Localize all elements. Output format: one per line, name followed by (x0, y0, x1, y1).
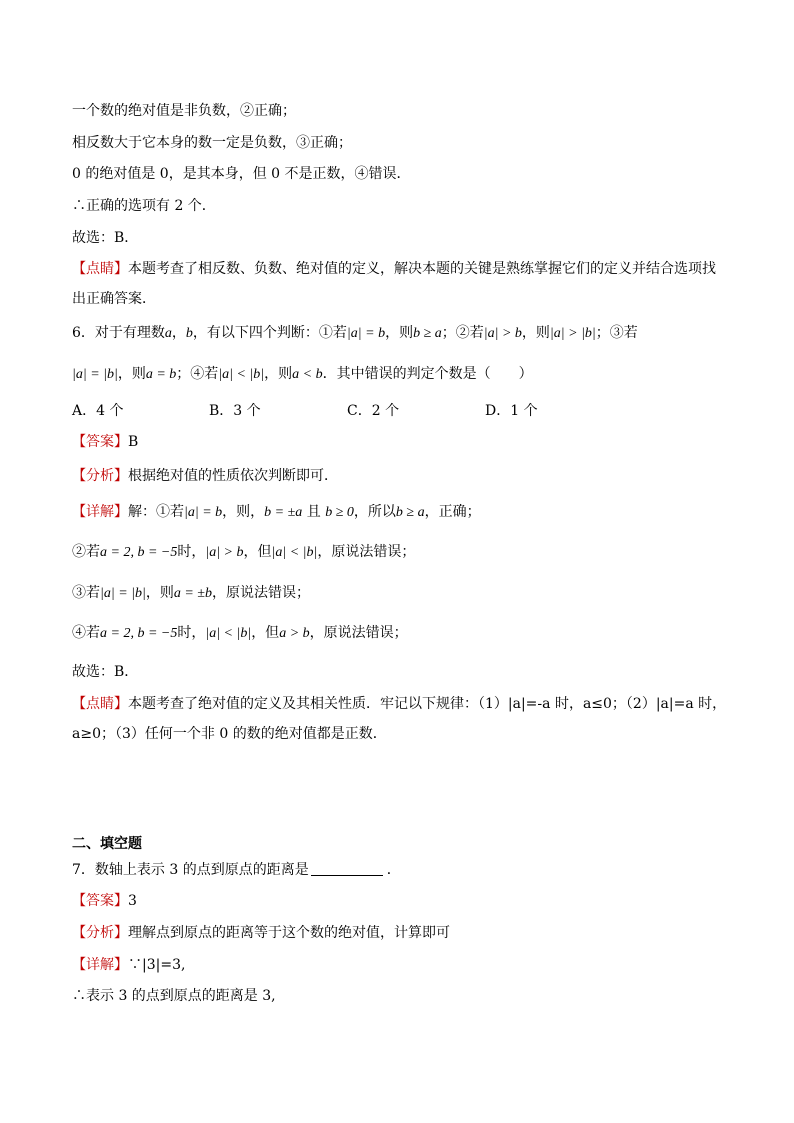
stem-text: ；④若 (176, 366, 219, 382)
q6-stem-line (72, 364, 533, 385)
detail-text: ，但 (251, 625, 280, 641)
stem-text: ，有以下四个判断：①若 (192, 325, 347, 341)
detail-tag: 【详解】 (72, 957, 128, 973)
q6-stem-line (72, 323, 638, 344)
comment-text: 本题考查了绝对值的定义及其相关性质．牢记以下规律：（1）|a|=-a 时，a≤0；（2）|a|=a 时， (128, 696, 727, 712)
q7-detail: ∴表示 3 的点到原点的距离是 3, (72, 988, 276, 1004)
comment-tag: 【点睛】 (72, 261, 128, 277)
option-d: D．1 个 (485, 403, 538, 419)
answer-value: B (128, 434, 139, 450)
math-expr: |a| = |b| (72, 367, 118, 382)
answer-tag: 【答案】 (72, 893, 128, 909)
comment-text: 本题考查了相反数、负数、绝对值的定义，解决本题的关键是熟练掌握它们的定义并结合选项找 (128, 261, 716, 277)
stem-text: 6．对于有理数 (72, 325, 165, 341)
detail-text: 时， (177, 544, 206, 560)
stem-text: ，则 (117, 366, 146, 382)
math-expr: |a| < |b| (271, 545, 318, 560)
math-expr: a > b (279, 626, 310, 641)
answer-value: 3 (128, 893, 137, 909)
section-title: 二、填空题 (72, 836, 142, 852)
analysis-text: 根据绝对值的性质依次判断即可． (128, 468, 338, 484)
math-expr: b = ±a (264, 505, 303, 520)
detail-text: ，则， (222, 504, 265, 520)
q7-answer (72, 891, 137, 911)
detail-text: ，原说法错误； (211, 585, 310, 601)
q7-detail (72, 955, 185, 975)
analysis-text: 理解点到原点的距离等于这个数的绝对值，计算即可 (128, 925, 450, 941)
q5-comment-line: 出正确答案． (72, 291, 156, 307)
math-expr: b ≥ a (413, 326, 442, 341)
detail-tag: 【详解】 (72, 504, 128, 520)
stem-text: ，则 (385, 325, 414, 341)
q6-comment-line (72, 694, 726, 714)
stem-text: ；③若 (595, 325, 638, 341)
stem-text: ，则 (521, 325, 550, 341)
math-expr: b ≥ 0 (325, 505, 354, 520)
stem-text: ， (171, 325, 186, 341)
q6-detail-line (72, 542, 415, 563)
detail-text: ，但 (243, 544, 272, 560)
stem-text: ；②若 (441, 325, 484, 341)
text-line: 0 的绝对值是 0，是其本身，但 0 不是正数，④错误． (72, 166, 411, 182)
stem-text: ． (386, 862, 401, 878)
math-expr: a = 2, b = −5 (100, 626, 178, 641)
detail-text: ，所以 (353, 504, 396, 520)
detail-text: ③若 (72, 585, 100, 601)
detail-text: 时， (177, 625, 206, 641)
q7-stem (72, 860, 401, 880)
math-expr: |a| > |b| (549, 326, 596, 341)
math-expr: a < b (292, 367, 323, 382)
math-expr: b ≥ a (395, 505, 425, 520)
answer-tag: 【答案】 (72, 434, 128, 450)
detail-text: 解：①若 (128, 504, 184, 520)
math-var: b (185, 326, 193, 341)
q6-detail-line (72, 583, 310, 604)
detail-text: ∵|3|=3, (128, 957, 186, 973)
q7-analysis (72, 923, 450, 943)
text-line: 相反数大于它本身的数一定是负数，③正确； (72, 135, 352, 151)
math-expr: |a| > b (205, 545, 244, 560)
detail-text: ②若 (72, 544, 100, 560)
option-c: C．2 个 (347, 403, 400, 419)
stem-text: ，则 (264, 366, 293, 382)
text-line: 一个数的绝对值是非负数，②正确； (72, 103, 296, 119)
comment-tag: 【点睛】 (72, 696, 128, 712)
math-expr: a = b (145, 367, 177, 382)
math-var: a (164, 326, 172, 341)
q6-analysis (72, 466, 338, 486)
q6-detail-line (72, 623, 408, 644)
math-expr: |a| > b (483, 326, 522, 341)
math-expr: a = 2, b = −5 (100, 545, 178, 560)
math-expr: a = ±b (173, 586, 212, 601)
detail-text: ，则 (145, 585, 174, 601)
math-expr: |a| = |b| (100, 586, 146, 601)
q6-detail-line (72, 502, 481, 523)
q6-comment-line: a≥0；（3）任何一个非 0 的数的绝对值都是正数． (72, 726, 387, 742)
math-expr: |a| = b (184, 505, 223, 520)
math-expr: |a| < |b| (205, 626, 252, 641)
detail-text: ，原说法错误； (317, 544, 416, 560)
option-a: A．4 个 (72, 403, 124, 419)
analysis-tag: 【分析】 (72, 925, 128, 941)
analysis-tag: 【分析】 (72, 468, 128, 484)
detail-text: ，正确； (424, 504, 481, 520)
detail-text: ④若 (72, 625, 100, 641)
q5-comment-line (72, 259, 716, 279)
answer-blank (311, 861, 383, 876)
math-expr: |a| < |b| (218, 367, 265, 382)
text-line: ∴正确的选项有 2 个． (72, 198, 216, 214)
detail-text: 且 (302, 504, 326, 520)
math-expr: |a| = b (346, 326, 386, 341)
q6-choose: 故选：B． (72, 664, 139, 680)
stem-text: ．其中错误的判定个数是（ ） (322, 366, 533, 382)
text-line: 故选：B． (72, 230, 139, 246)
stem-text: 7．数轴上表示 3 的点到原点的距离是 (72, 862, 309, 878)
q6-answer (72, 432, 138, 452)
option-b: B．3 个 (209, 403, 261, 419)
detail-text: ，原说法错误； (309, 625, 408, 641)
